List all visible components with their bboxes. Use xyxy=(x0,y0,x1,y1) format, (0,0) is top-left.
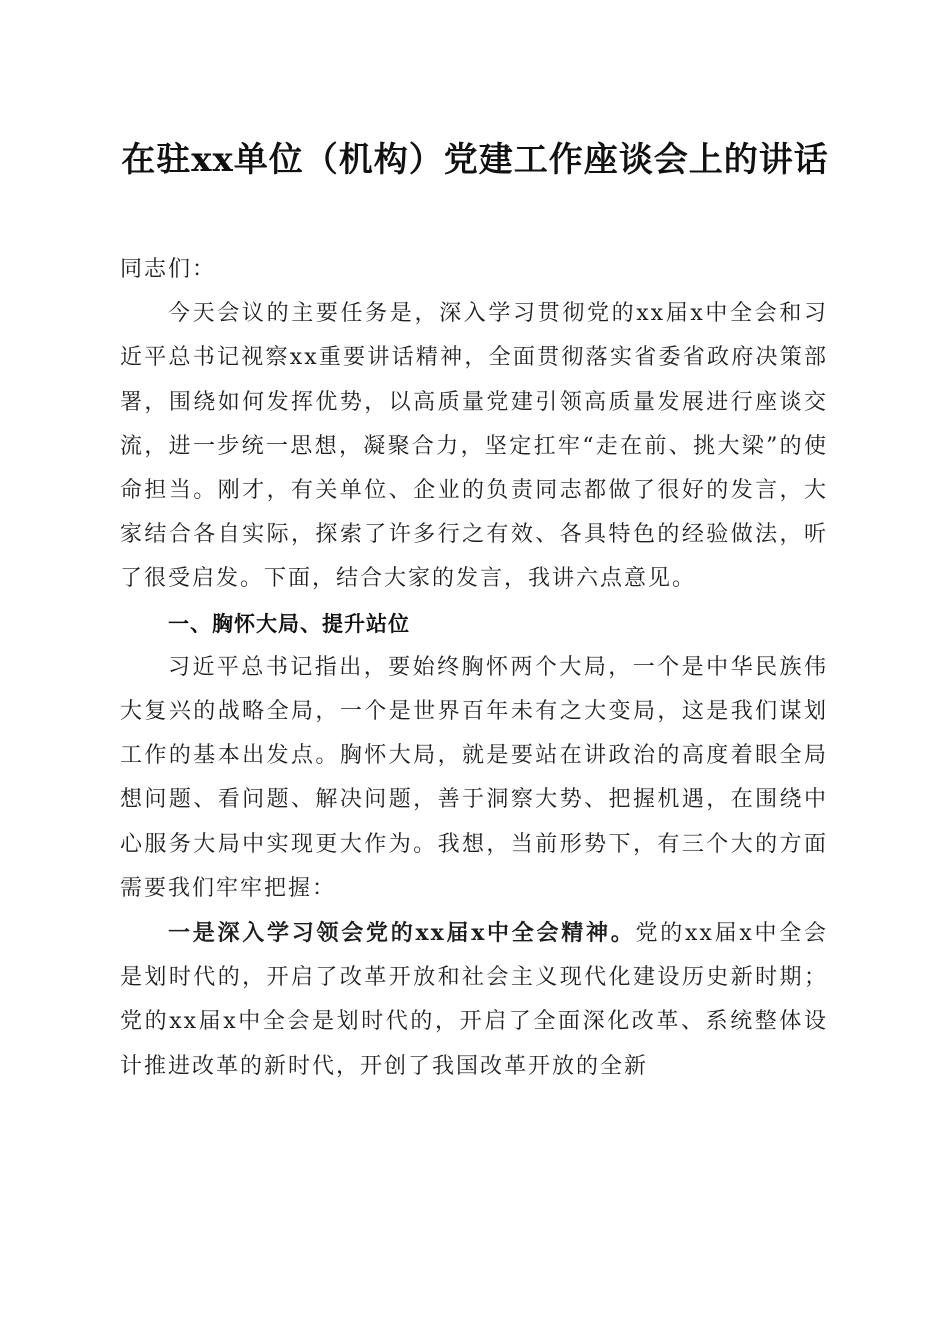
point-1-lead: 一是深入学习领会党的xx届x中全会精神。 xyxy=(168,920,636,947)
document-title: 在驻xx单位（机构）党建工作座谈会上的讲话 xyxy=(121,140,829,180)
point-1-paragraph xyxy=(120,911,828,1089)
salutation: 同志们： xyxy=(120,257,217,282)
section-1-paragraph: 习近平总书记指出，要始终胸怀两个大局，一个是中华民族伟大复兴的战略全局，一个是世界百年未有之大变局，这是我们谋划工作的基本出发点。胸怀大局，就是要站在讲政治的高度着眼全局想问题、看问题、解决问题，善于洞察大势、把握机遇，在围绕中心服务大局中实现更大作为。我想，当前形势下，有三个大的方面需要我们牢牢把握： xyxy=(120,654,828,901)
document-body xyxy=(120,248,828,1089)
intro-paragraph: 今天会议的主要任务是，深入学习贯彻党的xx届x中全会和习近平总书记视察xx重要讲话精神，全面贯彻落实省委省政府决策部署，围绕如何发挥优势，以高质量党建引领高质量发展进行座谈交流，进一步统一思想，凝聚合力，坚定扛牢“走在前、挑大梁”的使命担当。刚才，有关单位、企业的负责同志都做了很好的发言，大家结合各自实际，探索了许多行之有效、各具特色的经验做法，听了很受启发。下面，结合大家的发言，我讲六点意见。 xyxy=(120,301,828,592)
section-heading-1: 一、胸怀大局、提升站位 xyxy=(168,611,410,636)
point-1-text: 党的xx届x中全会是划时代的，开启了改革开放和社会主义现代化建设历史新时期；党的xx届x中全会是划时代的，开启了全面深化改革、系统整体设计推进改革的新时代，开创了我国改革开放的全新 xyxy=(120,921,828,1079)
